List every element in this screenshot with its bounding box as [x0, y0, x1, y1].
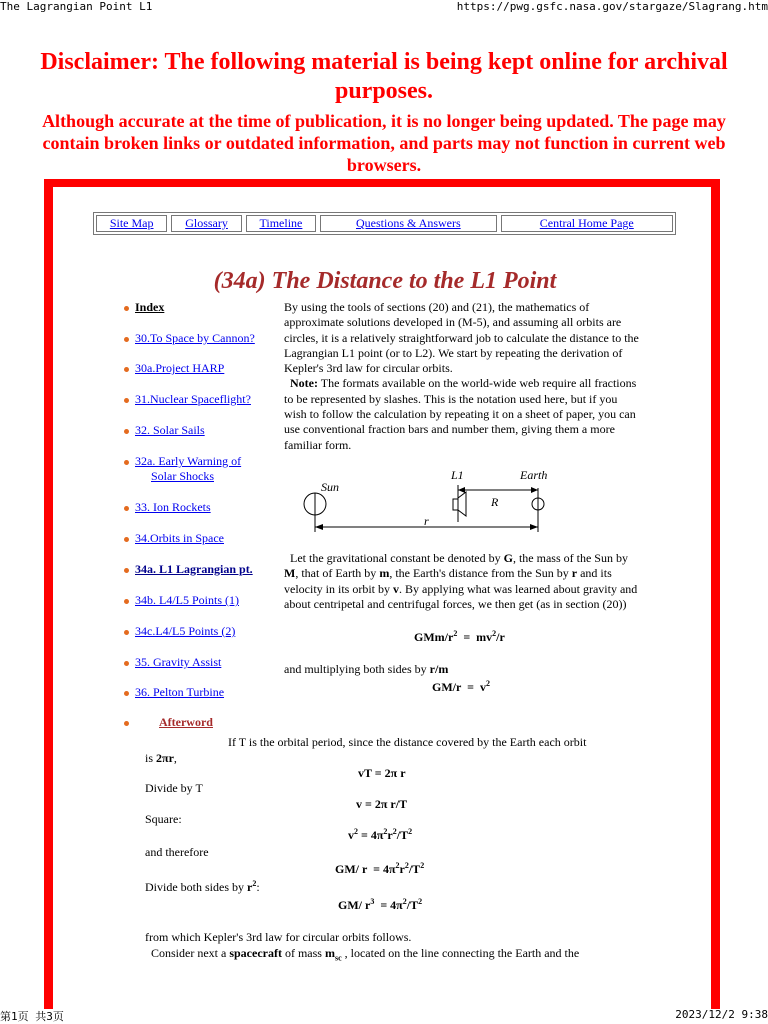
sidebar-item-gravity-assist[interactable]: 35. Gravity Assist [124, 655, 221, 670]
equation-force: GMm/$r^2 = mv^2/r$ [414, 629, 505, 644]
nav-bar [93, 212, 676, 235]
bullet-icon [124, 460, 129, 465]
page-title: (34a) The Distance to the L1 Point [213, 268, 557, 294]
sun-earth-diagram [290, 462, 580, 537]
divide-r2-text: Divide both sides by $r^2$: [145, 879, 260, 894]
therefore-text: and therefore [145, 845, 209, 859]
kepler-text: from which Kepler's 3rd law for circular orbits follows. [145, 930, 412, 944]
bullet-icon [124, 367, 129, 372]
equation-v: v = 2π r/T [356, 797, 408, 811]
label-r: r [424, 514, 429, 528]
bullet-icon [124, 506, 129, 511]
square-text: Square: [145, 812, 182, 826]
equation-kepler: GM/ $r^3 = 4\pi^2/T^2$ [338, 897, 423, 912]
bullet-icon [124, 721, 129, 726]
sidebar-item-pelton[interactable]: 36. Pelton Turbine [124, 685, 224, 700]
disclaimer-body: Although accurate at the time of publication, it is no longer being updated. The page may contain broken links or outdated information, and parts may not function in current web browsers. [42, 111, 726, 175]
sidebar-item-cannon[interactable]: 30.To Space by Cannon? [124, 331, 255, 346]
sidebar-item-early-warning[interactable]: 32a. Early Warning of Solar Shocks [124, 454, 241, 484]
bullet-icon [124, 691, 129, 696]
orbit-text-2: is 2πr, [145, 751, 177, 765]
label-earth: Earth [520, 468, 548, 482]
bullet-icon [124, 661, 129, 666]
tab-title: The Lagrangian Point L1 [0, 0, 153, 13]
sidebar-item-l4l5-2[interactable]: 34c.L4/L5 Points (2) [124, 624, 235, 639]
equation-v-squared: $v^2 = 4\pi^2r^2/T^2$ [348, 827, 413, 842]
equation-vt: vT = 2π r [358, 766, 406, 780]
nav-timeline[interactable]: Timeline [246, 215, 316, 232]
label-R: R [491, 495, 499, 509]
bullet-icon [124, 429, 129, 434]
nav-glossary[interactable]: Glossary [171, 215, 241, 232]
multiply-text: and multiplying both sides by r/m [284, 662, 449, 676]
sidebar-item-index[interactable]: Index [124, 300, 164, 315]
bullet-icon [124, 398, 129, 403]
bullet-icon [124, 599, 129, 604]
print-datetime: 2023/12/2 9:38 [675, 1008, 768, 1021]
nav-central-home[interactable]: Central Home Page [501, 215, 673, 232]
nav-questions-answers[interactable]: Questions & Answers [320, 215, 496, 232]
bullet-icon [124, 537, 129, 542]
page-info: 第1页 共3页 [0, 1010, 64, 1023]
label-sun: Sun [321, 480, 339, 494]
derivation-paragraph: Let the gravitational constant be denoted by G, the mass of the Sun by M, that of Earth by m, the Earth's distance from the Sun by r and its velocity in its orbit by v. By applying what was learned about gravity and about centripetal and centrifugal forces, we then get (as in section (20)) [284, 551, 638, 611]
label-l1: L1 [451, 468, 464, 482]
divide-t-text: Divide by T [145, 781, 203, 795]
equation-velocity: $GM/r = v^2$ [432, 679, 490, 694]
bullet-icon [124, 630, 129, 635]
bullet-icon [124, 568, 129, 573]
orbit-text: If T is the orbital period, since the distance covered by the Earth each orbit [228, 735, 587, 749]
page-url: https://pwg.gsfc.nasa.gov/stargaze/Slagrang.htm [456, 0, 768, 13]
sidebar-item-afterword[interactable]: Afterword [124, 715, 213, 730]
sidebar-item-orbits[interactable]: 34.Orbits in Space [124, 531, 224, 546]
sidebar-item-l4l5-1[interactable]: 34b. L4/L5 Points (1) [124, 593, 239, 608]
nav-site-map[interactable]: Site Map [96, 215, 167, 232]
sidebar-item-ion-rockets[interactable]: 33. Ion Rockets [124, 500, 211, 515]
spacecraft-text: Consider next a spacecraft of mass $m_{sc}$ , located on the line connecting the Earth and the [151, 946, 580, 963]
disclaimer-headline: Disclaimer: The following material is being kept online for archival purposes. [40, 49, 728, 104]
sidebar-item-harp[interactable]: 30a.Project HARP [124, 361, 224, 376]
equation-gm-r: GM/ $r = 4\pi^2r^2/T^2$ [335, 861, 425, 876]
bullet-icon [124, 337, 129, 342]
bullet-icon [124, 306, 129, 311]
sidebar-item-l1[interactable]: 34a. L1 Lagrangian pt. [124, 562, 253, 577]
sidebar-item-nuclear[interactable]: 31.Nuclear Spaceflight? [124, 392, 251, 407]
sidebar-item-solar-sails[interactable]: 32. Solar Sails [124, 423, 205, 438]
intro-paragraph: By using the tools of sections (20) and (21), the mathematics of approximate solutions developed in (M-5), and assuming all orbits are circles, it is a relatively straightforward job to calculate the distance to the Lagrangian L1 point (or to L2). We start by repeating the derivation of Kepler's 3rd law for circular orbits. Note: The formats available on the world-wide web require all fractions to be represented by slashes. This is the notation used here, but if you wish to follow the calculation by repeating it on a sheet of paper, you can use conventional fraction bars and number them, giving them a more familiar form. [284, 300, 639, 452]
